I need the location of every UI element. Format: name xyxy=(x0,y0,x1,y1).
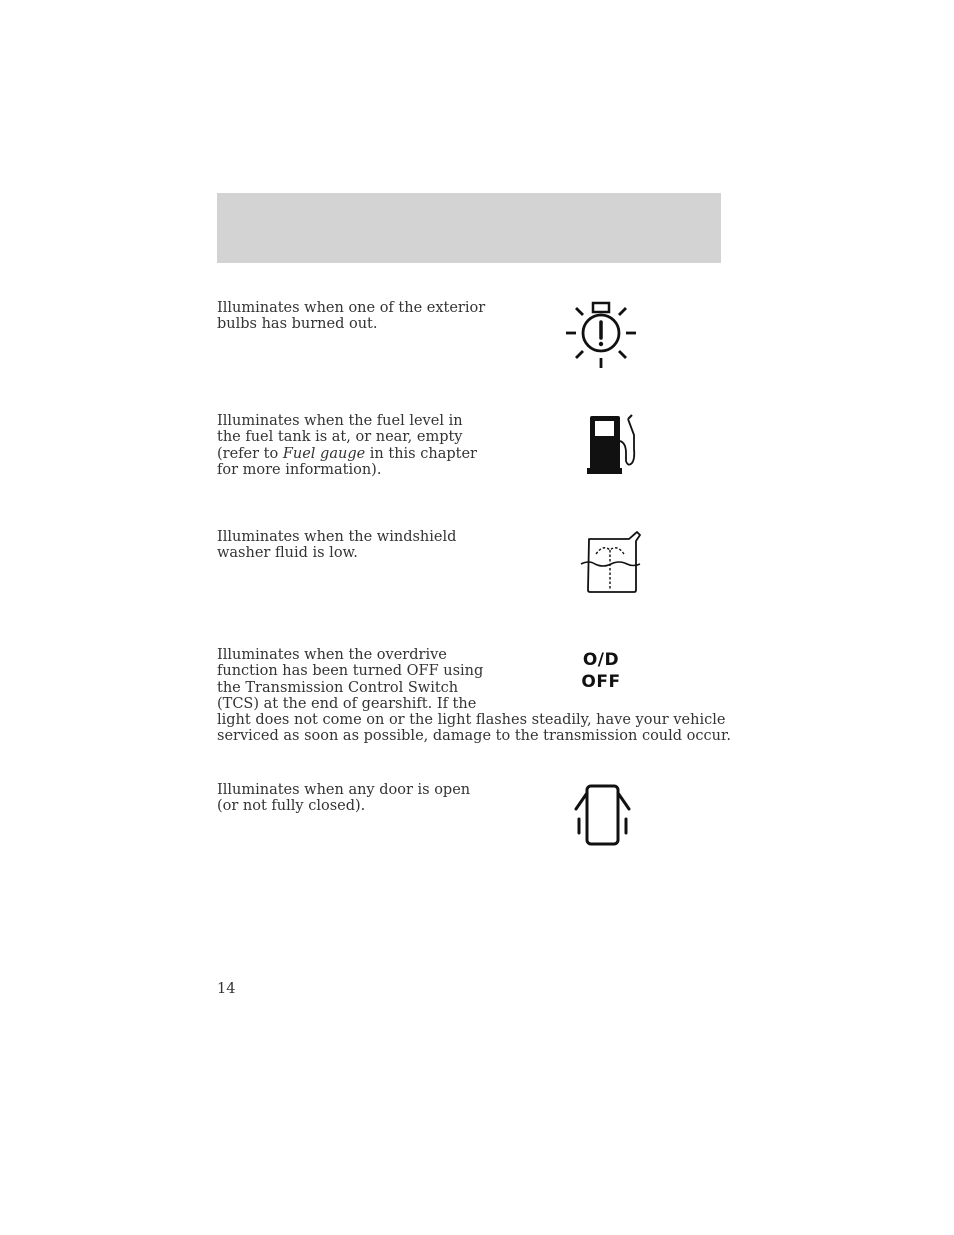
exterior-bulb-warning-icon xyxy=(563,301,639,371)
washer-fluid-description: Illuminates when the windshield washer fluid is low. xyxy=(217,529,457,562)
off-text: OFF xyxy=(581,672,621,692)
washer-fluid-icon xyxy=(579,530,643,594)
od-text: O/D xyxy=(582,650,620,670)
low-fuel-description: Illuminates when the fuel level in the fuel tank is at, or near, empty (refer to Fuel gauge in this chapter for more information). xyxy=(217,413,477,478)
overdrive-off-description: Illuminates when the overdrive function has been turned OFF using the Transmission Control Switch (TCS) at the end of gearshift. If the light does not come on or the light flashes steadily, have your vehicle serviced as soon as possible, damage to the transmission could occur. xyxy=(217,647,731,745)
overdrive-off-icon xyxy=(572,649,630,693)
exterior-bulb-description: Illuminates when one of the exterior bulbs has burned out. xyxy=(217,300,486,333)
section-header-bar xyxy=(217,193,721,263)
door-ajar-description: Illuminates when any door is open (or not fully closed). xyxy=(217,782,471,815)
page-number: 14 xyxy=(217,981,236,997)
door-ajar-icon xyxy=(572,783,632,849)
fuel-pump-icon xyxy=(584,411,640,477)
